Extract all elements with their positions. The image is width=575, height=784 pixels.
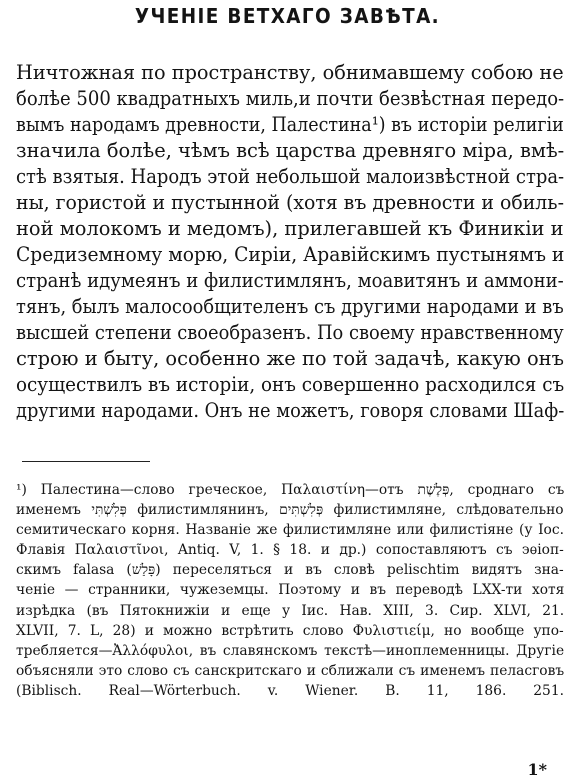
text-line: значила болѣе, чѣмъ всѣ царства древняго міра, вмѣ- bbox=[16, 139, 565, 162]
footnote-line: именемъ פְּלִשְׁתִּי филистимлянинъ, פְּלִשְׁתִּים филистимляне, слѣдовательно bbox=[16, 502, 564, 519]
text-line: тянъ, былъ малосообщителенъ съ другими народами и въ bbox=[16, 295, 564, 318]
text-line: Ничтожная по пространству, обнимавшему собою не bbox=[16, 61, 564, 84]
text-line: вымъ народамъ древности, Палестина¹) въ исторіи религіи bbox=[16, 113, 564, 136]
text-line: другими народами. Онъ не можетъ, говоря словами Шаф- bbox=[16, 399, 565, 422]
footnote-line: ченіе — странники, чужеземцы. Поэтому и въ переводѣ LXX-ти хотя bbox=[16, 582, 565, 599]
text-line: строю и быту, особенно же по той задачѣ, какую онъ bbox=[16, 347, 564, 370]
text-line: странѣ идумеянъ и филистимлянъ, моавитянъ и аммони- bbox=[16, 269, 564, 292]
footnote-line: изрѣдка (въ Пятокнижіи и еще у Іис. Нав. XIII, 3. Сир. XLVI, 21. bbox=[16, 602, 565, 619]
footnote-line: ¹) Палестина—слово греческое, Παλαιστίνη—отъ פְּלֶשֶׁת, сроднаго съ bbox=[16, 482, 565, 498]
page-number: 1* bbox=[527, 760, 547, 779]
text-line: ной молокомъ и медомъ), прилегавшей къ Финикіи и bbox=[16, 217, 564, 240]
text-line: Средиземному морю, Сиріи, Аравійскимъ пустынямъ и bbox=[16, 243, 565, 266]
text-line: осуществилъ въ исторіи, онъ совершенно расходился съ bbox=[16, 373, 565, 396]
footnote-line: требляется—Ἀλλόφυλοι, въ славянскомъ текстѣ—иноплеменницы. Другіе bbox=[16, 642, 565, 659]
footnote-line: скимъ falasa (פָּלַשׁ) переселяться и въ словѣ pelischtim видятъ зна- bbox=[16, 562, 564, 579]
text-line: болѣе 500 квадратныхъ миль,и почти безвѣстная передо- bbox=[16, 87, 565, 110]
text-line: стѣ взятыя. Народъ этой небольшой малоизвѣстной стра- bbox=[16, 165, 565, 188]
text-line: высшей степени своеобразенъ. По своему нравственному bbox=[16, 321, 564, 344]
footnote-line: объясняли это слово съ санскритскаго и сближали съ именемъ пеласговъ bbox=[16, 662, 565, 679]
main-text bbox=[16, 60, 564, 424]
footnote bbox=[16, 480, 564, 701]
footnote-line: Флавія Παλαιστῖνοι, Antiq. V, 1. § 18. и др.) сопоставляютъ съ эѳіоп- bbox=[16, 542, 564, 559]
footnote-line: семитическаго корня. Названіе же филистимляне или филистіяне (у Іос. bbox=[16, 522, 564, 539]
text-line: ны, гористой и пустынной (хотя въ древности и обиль- bbox=[16, 191, 564, 214]
footnote-line: (Biblisch. Real—Wörterbuch. v. Wiener. B. 11, 186. 251. bbox=[16, 682, 565, 699]
page-title: УЧЕНІЕ ВЕТХАГО ЗАВѢТА. bbox=[134, 4, 441, 28]
footnote-line: XLVII, 7. L, 28) и можно встрѣтить слово Φυλιστιείμ, но вообще упо- bbox=[16, 622, 564, 639]
footnote-rule bbox=[22, 461, 150, 462]
